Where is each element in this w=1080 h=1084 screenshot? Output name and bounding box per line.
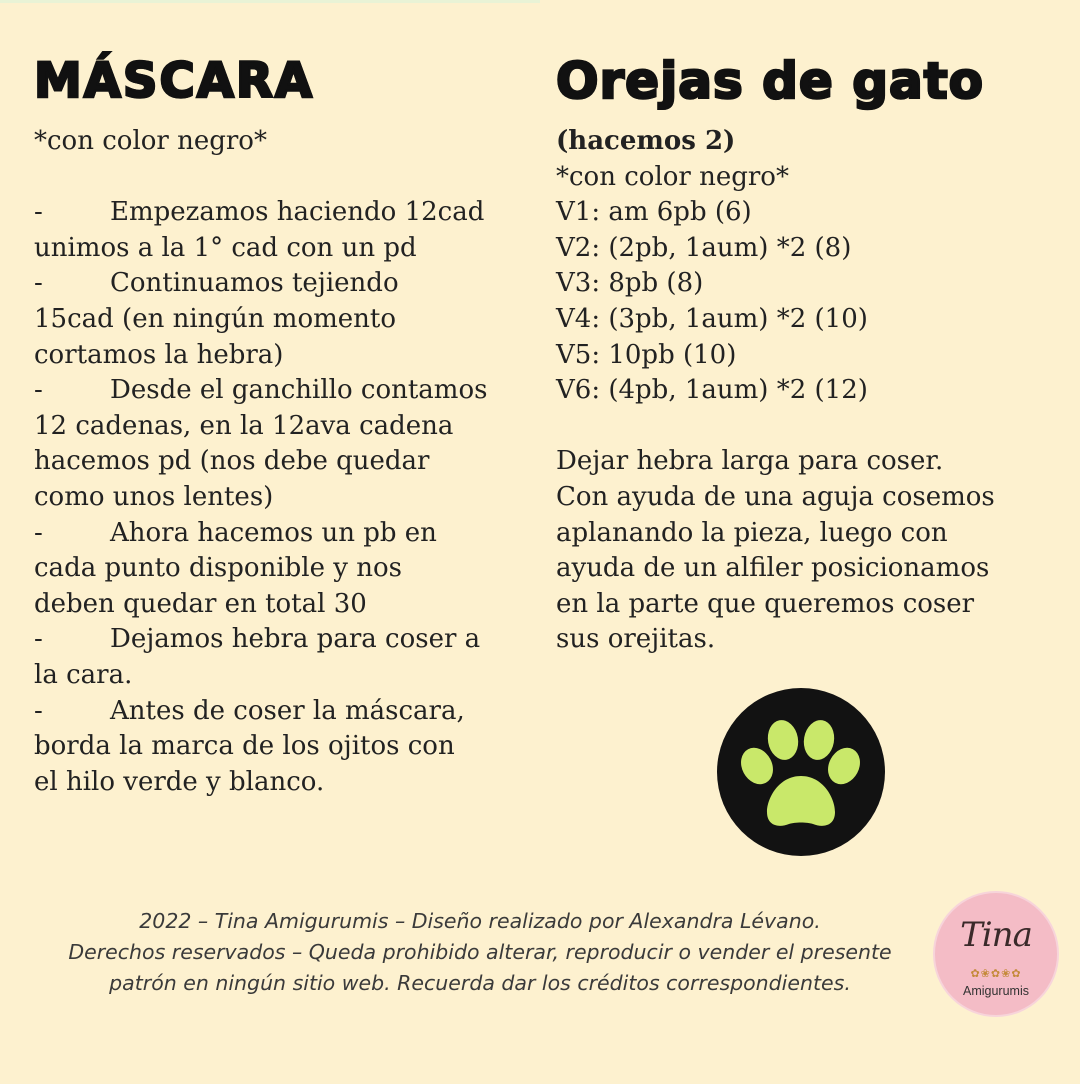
paw-print-svg — [717, 688, 885, 856]
orejas-section — [556, 50, 1066, 658]
step-text: Dejamos hebra para coser a — [110, 624, 481, 655]
orejas-make-count: (hacemos 2) — [556, 126, 736, 156]
bullet-dash: - — [34, 624, 43, 655]
step-first-line — [34, 516, 534, 552]
step-text: 15cad (en ningún momento — [34, 303, 396, 334]
round-line: V2: (2pb, 1aum) *2 (8) — [556, 232, 852, 263]
logo-script-text: Tina — [960, 915, 1032, 955]
step-continuation-line — [34, 444, 534, 480]
step-text: Antes de coser la máscara, — [110, 695, 465, 726]
step-continuation-line — [34, 729, 534, 765]
instruction-line: en la parte que queremos coser — [556, 588, 975, 619]
step-continuation-line — [34, 338, 534, 374]
step-text: cada punto disponible y nos — [34, 553, 402, 584]
round-line: V3: 8pb (8) — [556, 268, 704, 299]
spacer — [34, 160, 534, 196]
step-text: Ahora hacemos un pb en — [110, 517, 437, 548]
bullet-dash: - — [34, 375, 43, 406]
mascara-section — [34, 50, 534, 800]
logo-word: Amigurumis — [963, 984, 1029, 998]
instruction-line: Con ayuda de una aguja cosemos — [556, 481, 995, 512]
orejas-body — [556, 124, 1066, 658]
footer-line: Derechos reservados – Queda prohibido alterar, reproducir o vender el presente — [68, 940, 892, 964]
step-text: cortamos la hebra) — [34, 339, 284, 370]
step-continuation-line — [34, 409, 534, 445]
step-first-line — [34, 622, 534, 658]
step-continuation-line — [34, 587, 534, 623]
bullet-dash: - — [34, 517, 43, 548]
footer-line: patrón en ningún sitio web. Recuerda dar los créditos correspondientes. — [109, 971, 851, 995]
step-continuation-line — [34, 302, 534, 338]
round-line: V1: am 6pb (6) — [556, 197, 752, 228]
round-line: V6: (4pb, 1aum) *2 (12) — [556, 375, 868, 406]
orejas-title: Orejas de gato — [556, 52, 985, 110]
step-text: la cara. — [34, 659, 133, 690]
step-text: hacemos pd (nos debe quedar — [34, 446, 430, 477]
step-first-line — [34, 694, 534, 730]
step-text: deben quedar en total 30 — [34, 588, 367, 619]
round-line: V5: 10pb (10) — [556, 339, 737, 370]
step-continuation-line — [34, 551, 534, 587]
step-continuation-line — [34, 231, 534, 267]
bullet-dash: - — [34, 695, 43, 726]
step-first-line — [34, 195, 534, 231]
paw-print-icon — [717, 688, 885, 856]
footer-line: 2022 – Tina Amigurumis – Diseño realizado por Alexandra Lévano. — [139, 909, 821, 933]
top-accent-line — [0, 0, 540, 3]
step-continuation-line — [34, 658, 534, 694]
tina-amigurumis-logo — [933, 891, 1059, 1017]
instruction-line: sus orejitas. — [556, 624, 716, 655]
round-line: V4: (3pb, 1aum) *2 (10) — [556, 303, 868, 334]
mascara-steps-list — [34, 195, 534, 800]
step-text: unimos a la 1° cad con un pd — [34, 232, 417, 263]
mascara-title: MÁSCARA — [34, 53, 314, 109]
instruction-line: Dejar hebra larga para coser. — [556, 446, 944, 477]
step-continuation-line — [34, 480, 534, 516]
step-text: Continuamos tejiendo — [110, 268, 399, 299]
step-continuation-line — [34, 765, 534, 801]
step-first-line — [34, 266, 534, 302]
bullet-dash: - — [34, 268, 43, 299]
step-text: el hilo verde y blanco. — [34, 766, 325, 797]
spacer — [556, 409, 1066, 445]
bullet-dash: - — [34, 197, 43, 228]
instruction-line: ayuda de un alfiler posicionamos — [556, 553, 990, 584]
step-text: como unos lentes) — [34, 481, 274, 512]
step-text: Empezamos haciendo 12cad — [110, 197, 485, 228]
instruction-line: aplanando la pieza, luego con — [556, 517, 948, 548]
mascara-color-note: *con color negro* — [34, 126, 267, 156]
step-first-line — [34, 373, 534, 409]
copyright-footer — [30, 906, 930, 999]
step-text: Desde el ganchillo contamos — [110, 375, 488, 406]
orejas-color-note: *con color negro* — [556, 161, 789, 192]
mascara-body — [34, 124, 534, 800]
step-text: borda la marca de los ojitos con — [34, 731, 455, 762]
logo-flowers-decoration: ✿❀✿❀✿ — [970, 968, 1022, 980]
step-text: 12 cadenas, en la 12ava cadena — [34, 410, 454, 441]
